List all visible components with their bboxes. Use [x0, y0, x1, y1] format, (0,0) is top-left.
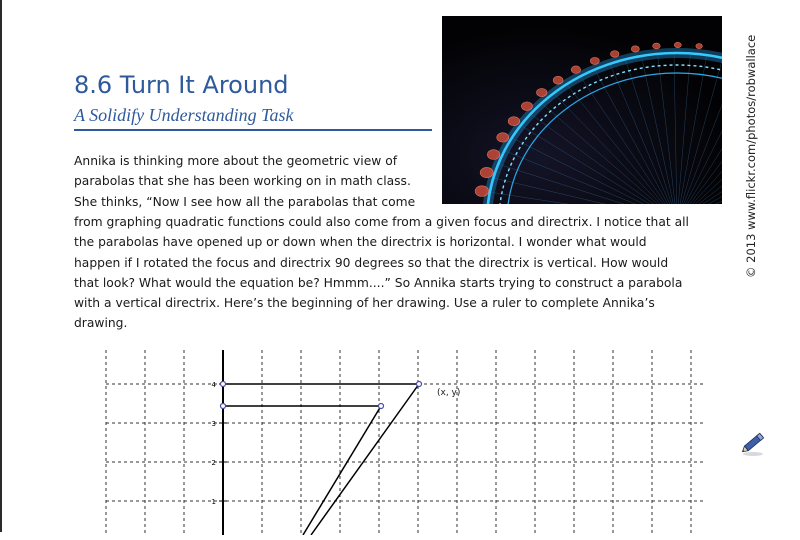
body-line: with a vertical directrix. Here’s the beginning of her drawing. Use a ruler to complete Annika’s	[74, 296, 655, 311]
gondola	[480, 167, 493, 177]
parabola-point	[417, 382, 422, 387]
intro-paragraph-wide	[74, 212, 714, 334]
coordinate-grid	[96, 345, 716, 535]
directrix-point	[221, 382, 226, 387]
body-line: happen if I rotated the focus and directrix 90 degrees so that the directrix is vertical. How would	[74, 255, 669, 270]
body-line: drawing.	[74, 316, 128, 331]
pencil-icon[interactable]	[738, 426, 770, 463]
task-title: 8.6 Turn It Around	[74, 71, 289, 99]
body-line: parabolas that she has been working on in math class.	[74, 174, 411, 189]
gondola	[536, 88, 547, 96]
photo-credit	[736, 28, 758, 292]
y-tick-label: 3	[211, 420, 216, 428]
gondola	[571, 66, 581, 73]
body-line: the parabolas have opened up or down when the directrix is horizontal. I wonder what would	[74, 235, 647, 250]
y-tick-label: 4	[211, 381, 216, 389]
gondola	[631, 46, 639, 52]
ferris-wheel-photo	[442, 16, 722, 204]
title-underline	[74, 129, 432, 131]
gondola	[674, 42, 681, 47]
y-tick-label: 1	[211, 498, 216, 506]
gondola	[553, 76, 563, 84]
gondola	[521, 102, 532, 111]
segment-to-focus-second	[303, 406, 381, 535]
ferris-wheel-illustration	[442, 16, 722, 204]
directrix-point	[221, 404, 226, 409]
intro-paragraph-line3	[74, 192, 434, 212]
body-line: She thinks, “Now I see how all the parabolas that come	[74, 195, 416, 209]
point-label: (x, y)	[437, 388, 461, 398]
grid-drawing	[96, 345, 716, 535]
gondola	[487, 150, 500, 160]
y-tick-label: 2	[211, 459, 216, 467]
parabola-point	[379, 404, 384, 409]
body-line: that look? What would the equation be? Hmmm....” So Annika starts trying to construct a parabola	[74, 275, 683, 290]
body-line: from graphing quadratic functions could also come from a given focus and directrix. I notice that all	[74, 215, 689, 229]
gondola	[475, 186, 489, 197]
body-line: Annika is thinking more about the geometric view of	[74, 154, 398, 168]
gondola	[610, 51, 619, 58]
pencil-icon-graphic	[738, 426, 770, 458]
page-left-border	[0, 0, 2, 532]
gondola	[590, 57, 599, 64]
gondola	[653, 43, 661, 49]
gondola	[696, 44, 703, 49]
gondola	[508, 117, 520, 126]
gondola	[497, 133, 509, 142]
photo-credit-text: © 2013 www.flickr.com/photos/robwallace	[744, 34, 758, 278]
task-subtitle: A Solidify Understanding Task	[74, 105, 294, 125]
intro-paragraph-narrow	[74, 151, 434, 192]
